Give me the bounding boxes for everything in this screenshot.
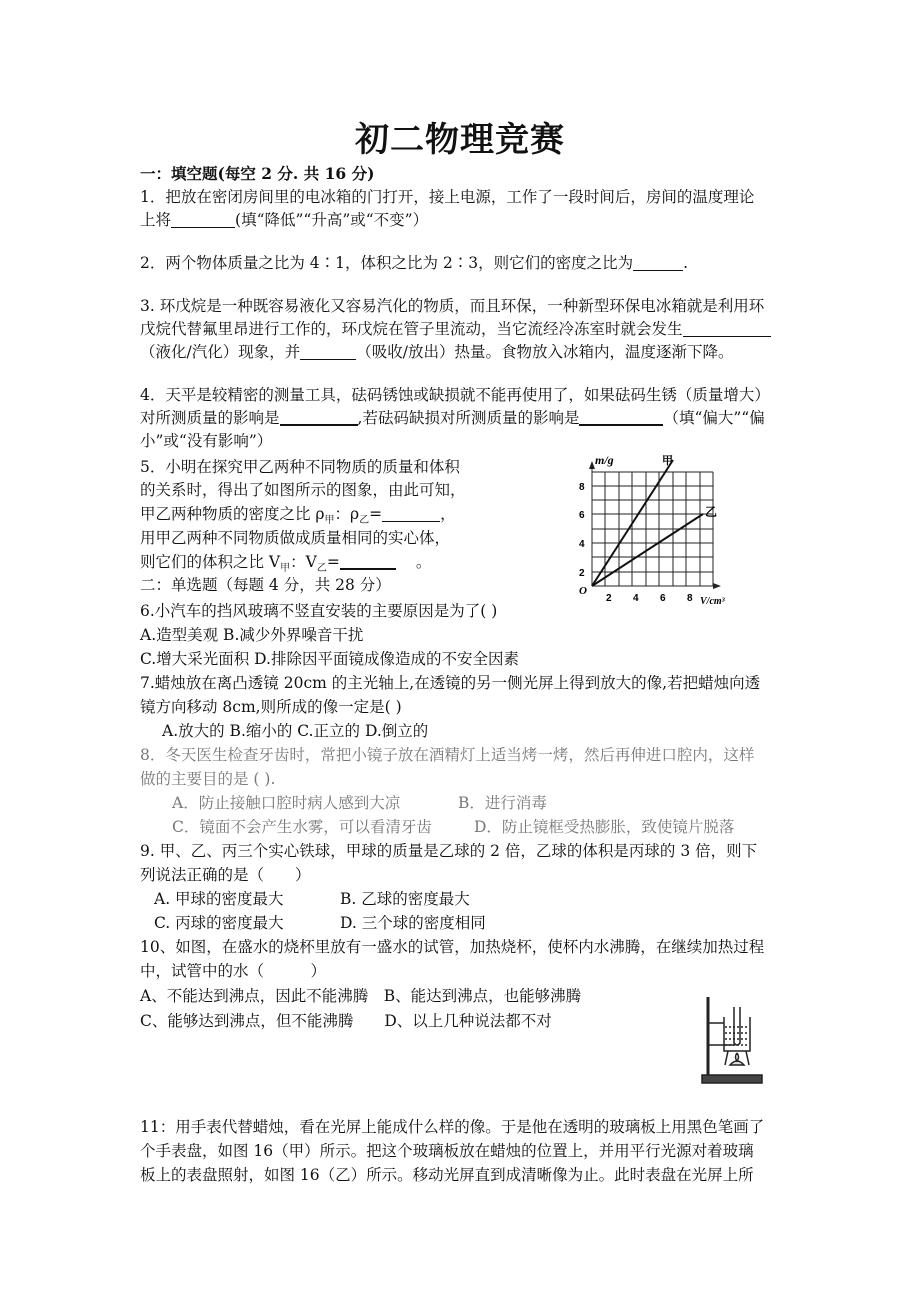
q4-blank1[interactable] [280, 408, 358, 426]
q10-line1: 10、如图，在盛水的烧杯里放有一盛水的试管，加热烧杯，使杯内水沸腾，在继续加热过程 [140, 938, 765, 956]
graph-xlabel: V/cm³ [700, 596, 725, 607]
q10-line2: 中，试管中的水（ ） [140, 962, 327, 980]
q5-line5: 则它们的体积之比 $V_甲$：$V_乙=$ 。 [140, 553, 432, 575]
q8-option-b: B．进行消毒 [458, 794, 547, 812]
q2-line: 2．两个物体质量之比为 4∶1，体积之比为 2∶3，则它们的密度之比为 . [140, 254, 689, 272]
q8-option-d: D．防止镜框受热膨胀，致使镜片脱落 [474, 818, 735, 836]
xtick-2: 2 [606, 593, 612, 604]
q5-blank2[interactable] [340, 552, 396, 570]
q7-options: A.放大的 B.缩小的 C.正立的 D.倒立的 [162, 722, 429, 740]
q10-options-ab: A、不能达到沸点，因此不能沸腾 B、能达到沸点，也能够沸腾 [140, 987, 582, 1005]
q5-line3: 甲乙两种物质的密度之比 $\rho_甲$：$\rho_乙=$ ， [140, 505, 456, 527]
q1-line2: 上将 (填“降低”“升高”或“不变”） [140, 211, 429, 229]
q9-option-d: D. 三个球的密度相同 [340, 914, 486, 932]
q5-line1: 5．小明在探究甲乙两种不同物质的质量和体积 [140, 458, 460, 476]
q4-line2: 对所测质量的影响是 ,若砝码缺损对所测质量的影响是 （填“偏大”“偏 [140, 409, 765, 427]
q9-option-a: A. 甲球的密度最大 [154, 890, 284, 908]
xtick-8: 8 [687, 593, 693, 604]
q11-line1: 11：用手表代替蜡烛，看在光屏上能成什么样的像。于是他在透明的玻璃板上用黑色笔画了 [140, 1118, 765, 1136]
q6-options-ab: A.造型美观 B.减少外界噪音干扰 [140, 626, 364, 644]
q5-line2: 的关系时，得出了如图所示的图象，由此可知， [140, 481, 466, 499]
q7-line1: 7.蜡烛放在离凸透镜 20cm 的主光轴上,在透镜的另一侧光屏上得到放大的像,若把蜡烛向透 [140, 674, 761, 692]
q10-options-cd: C、能够达到沸点，但不能沸腾 D、以上几种说法都不对 [140, 1012, 552, 1030]
q8-line1: 8．冬天医生检查牙齿时，常把小镜子放在酒精灯上适当烤一烤，然后再伸进口腔内，这样 [140, 746, 755, 764]
q3-line2: 戊烷代替氟里昂进行工作的，环戊烷在管子里流动，当它流经冷冻室时就会发生 [140, 318, 771, 340]
boiling-apparatus-figure [692, 993, 768, 1093]
ytick-4: 4 [579, 539, 585, 550]
q9-line2: 列说法正确的是（ ） [140, 866, 311, 884]
q5-blank1[interactable] [382, 505, 440, 522]
q3-blank1[interactable] [683, 320, 771, 337]
ytick-2: 2 [579, 568, 585, 579]
q9-option-b: B. 乙球的密度最大 [340, 890, 470, 908]
q11-line3: 板上的表盘照射，如图 16（乙）所示。移动光屏直到成清晰像为止。此时表盘在光屏上所 [140, 1166, 754, 1184]
q5-line4: 用甲乙两种不同物质做成质量相同的实心体， [140, 529, 451, 547]
mass-volume-graph [575, 452, 775, 610]
xtick-4: 4 [633, 593, 639, 604]
q1-blank[interactable] [171, 211, 235, 228]
q8-option-c: C．镜面不会产生水雾，可以看清牙齿 [172, 818, 432, 836]
q4-blank2[interactable] [579, 408, 663, 426]
q1-line1: 1．把放在密闭房间里的电冰箱的门打开，接上电源，工作了一段时间后，房间的温度理论 [140, 188, 755, 206]
q6-stem: 6.小汽车的挡风玻璃不竖直安装的主要原因是为了( ) [140, 602, 498, 620]
xtick-6: 6 [660, 593, 666, 604]
section2-heading: 二：单选题（每题 4 分，共 28 分） [140, 576, 391, 594]
q3-line3: （液化/汽化）现象，并 （吸收/放出）热量。食物放入冰箱内，温度逐渐下降。 [140, 343, 734, 361]
q8-option-a: A．防止接触口腔时病人感到大凉 [172, 794, 401, 812]
q8-line2: 做的主要目的是 ( ). [140, 770, 276, 788]
q3-blank2[interactable] [300, 343, 356, 360]
q4-line3: 小”或“没有影响”） [140, 432, 273, 450]
q6-options-cd: C.增大采光面积 D.排除因平面镜成像造成的不安全因素 [140, 650, 519, 668]
q2-blank[interactable] [633, 254, 683, 271]
q9-option-c: C. 丙球的密度最大 [154, 914, 284, 932]
ytick-8: 8 [579, 482, 585, 493]
page-title: 初二物理竞赛 [355, 120, 565, 160]
graph-origin: O [579, 585, 587, 597]
graph-grid [592, 467, 718, 586]
q3-line1: 3. 环戊烷是一种既容易液化又容易汽化的物质，而且环保，一种新型环保电冰箱就是利用环 [140, 297, 765, 315]
q9-line1: 9. 甲、乙、丙三个实心铁球，甲球的质量是乙球的 2 倍，乙球的体积是丙球的 3 倍，则下 [140, 842, 758, 860]
series-jia-label: 甲 [662, 454, 673, 467]
q4-line1: 4．天平是较精密的测量工具，砝码锈蚀或缺损就不能再使用了，如果砝码生锈（质量增大） [140, 386, 770, 404]
section1-heading: 一：填空题(每空 2 分. 共 16 分) [140, 164, 375, 183]
ytick-6: 6 [579, 510, 585, 521]
series-yi-label: 乙 [705, 505, 718, 519]
q11-line2: 个手表盘，如图 16（甲）所示。把这个玻璃板放在蜡烛的位置上，并用平行光源对着玻璃 [140, 1142, 754, 1160]
graph-ylabel: m/g [595, 453, 614, 467]
q7-line2: 镜方向移动 8cm,则所成的像一定是( ) [140, 698, 402, 716]
